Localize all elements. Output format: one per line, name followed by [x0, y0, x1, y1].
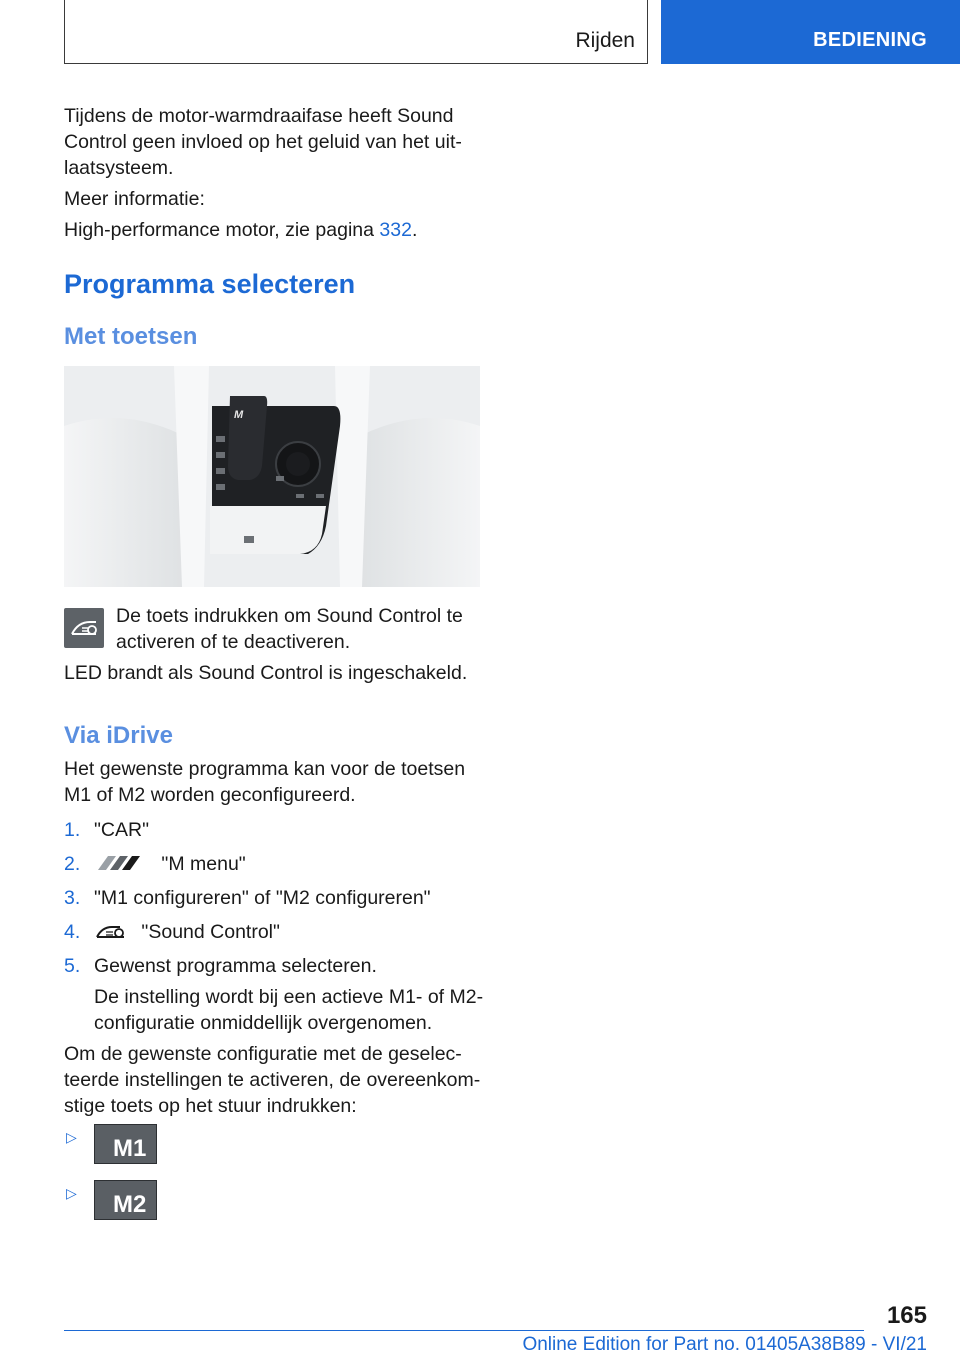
reference-line: High-performance motor, zie pagina 332. [64, 219, 418, 241]
outro-line-2: teerde instellingen te activeren, de overeenkom- [64, 1069, 481, 1091]
bullet-icon: ▷ [66, 1185, 77, 1201]
header-chapter-box [661, 0, 960, 64]
section-title: Programma selecteren [64, 269, 356, 299]
svg-text:M: M [234, 409, 244, 421]
subsection-title-buttons: Met toetsen [64, 323, 198, 350]
intro-line-2: Control geen invloed op het geluid van het uit- [64, 131, 462, 153]
sound-control-icon [64, 608, 104, 648]
outro-line-1: Om de gewenste configuratie met de geselec- [64, 1043, 462, 1065]
header-chapter-label: BEDIENING [813, 29, 927, 51]
bullet-icon: ▷ [66, 1129, 77, 1145]
header-section-label: Rijden [575, 29, 635, 52]
subsection-title-idrive: Via iDrive [64, 722, 173, 749]
header-section-box [64, 0, 648, 64]
svg-text:M2: M2 [113, 1191, 147, 1218]
page-reference-link[interactable]: 332 [379, 219, 412, 241]
idrive-intro-line-2: M1 of M2 worden geconfigureerd. [64, 784, 356, 806]
idrive-intro-line-1: Het gewenste programma kan voor de toetsen [64, 758, 466, 780]
svg-text:M1: M1 [113, 1135, 147, 1162]
more-info-label: Meer informatie: [64, 188, 205, 210]
page-number: 165 [886, 1302, 927, 1329]
sound-control-icon [94, 921, 130, 941]
footer-edition: Online Edition for Part no. 01405A38B89 - VI/21 [522, 1334, 927, 1355]
m1-button-icon [94, 1124, 157, 1164]
m2-button-icon [94, 1180, 157, 1220]
outro-line-3: stige toets op het stuur indrukken: [64, 1095, 357, 1117]
intro-paragraph [64, 103, 484, 181]
intro-line-1: Tijdens de motor-warmdraaifase heeft Sound [64, 105, 454, 127]
step5-note-line-2: configuratie onmiddellijk overgenomen. [94, 1012, 433, 1034]
m-logo-icon [94, 854, 150, 872]
footer-divider [64, 1330, 864, 1331]
intro-line-3: laatsysteem. [64, 157, 174, 179]
reference-text: High-performance motor, zie pagina [64, 219, 380, 241]
instruction-line-2: activeren of te deactiveren. [116, 631, 351, 653]
step5-note-line-1: De instelling wordt bij een actieve M1- of M2- [94, 986, 484, 1008]
led-note: LED brandt als Sound Control is ingeschakeld. [64, 662, 468, 684]
center-console-photo [64, 366, 480, 587]
instruction-line-1: De toets indrukken om Sound Control te [116, 605, 463, 627]
